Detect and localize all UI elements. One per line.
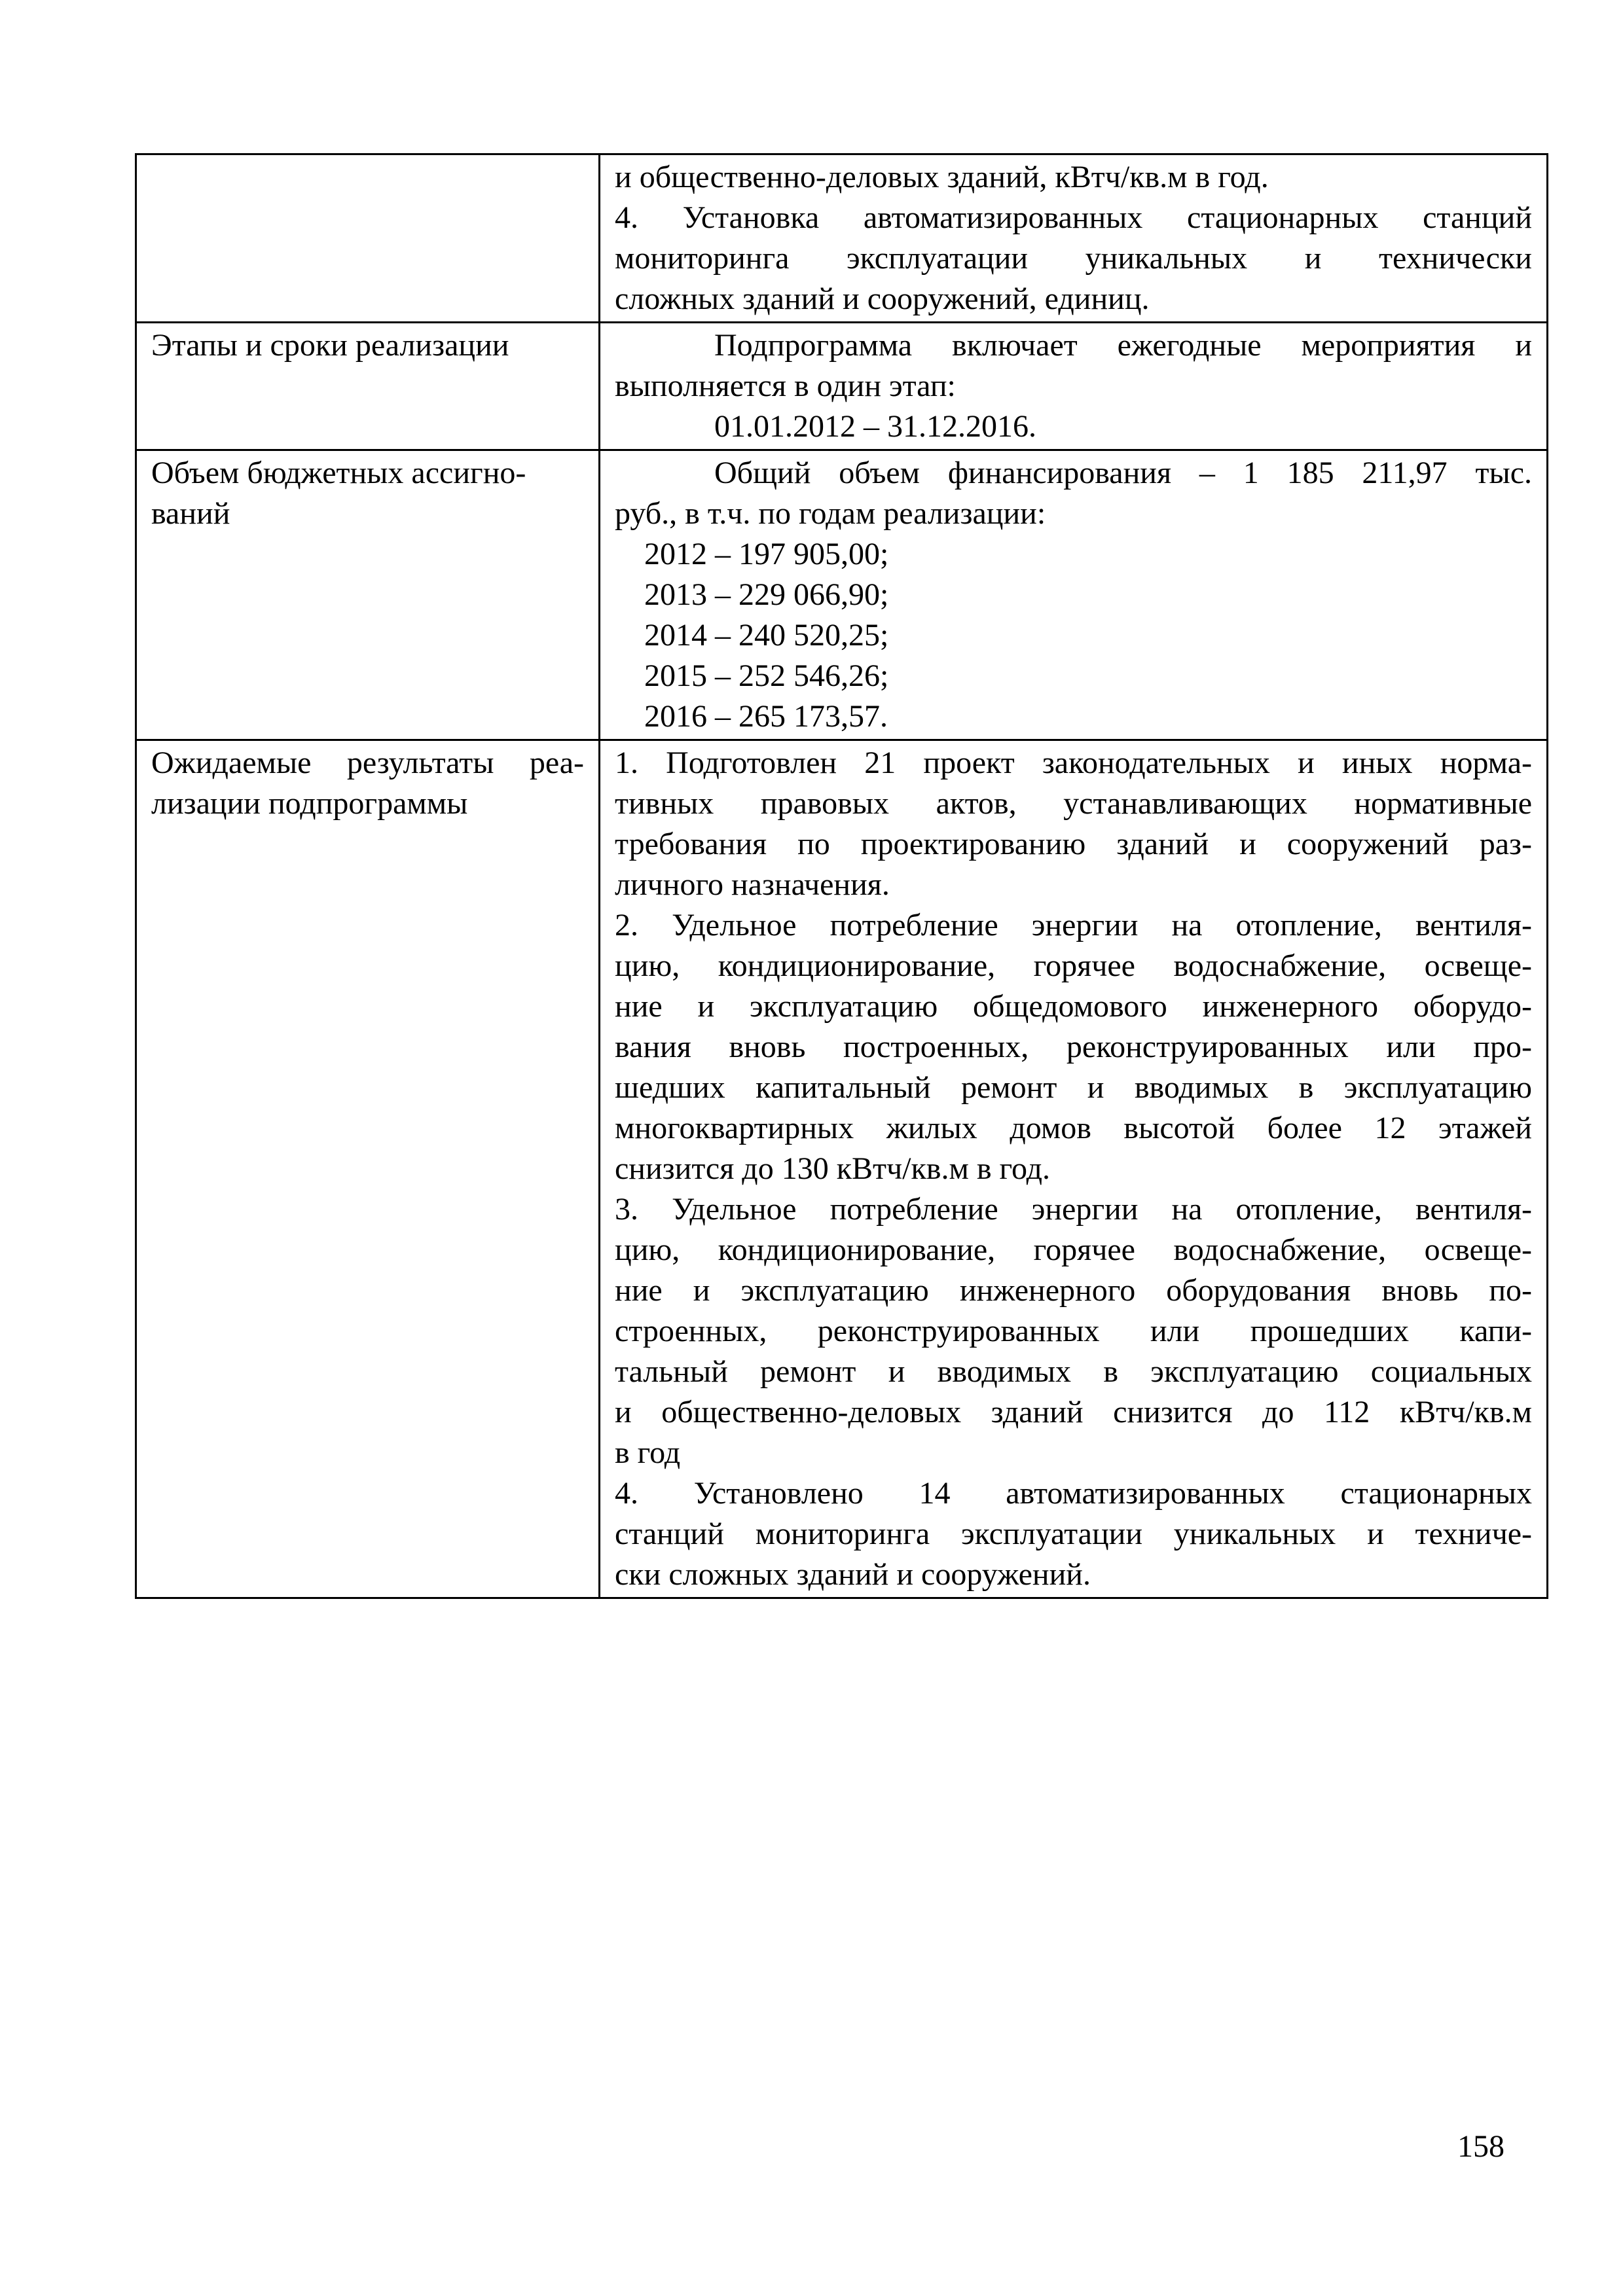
row-value-results [600, 740, 1548, 1598]
text-line: руб., в т.ч. по годам реализации: [615, 496, 1046, 531]
text-line: 3. Удельное потребление энергии на отопление, вентиля- [615, 1192, 1532, 1227]
text-line: Общий объем финансирования – 1 185 211,97 тыс. [714, 456, 1532, 490]
budget-year-2015: 2015 – 252 546,26; [644, 658, 889, 693]
page-number: 158 [1457, 2129, 1504, 2164]
passport-table [135, 153, 1548, 1599]
text-line: 4. Установка автоматизированных стационарных станций [615, 200, 1532, 235]
text-line: цию, кондиционирование, горячее водоснабжение, освеще- [615, 948, 1532, 983]
text-line: тальный ремонт и вводимых в эксплуатацию социальных [615, 1354, 1532, 1389]
budget-year-2012: 2012 – 197 905,00; [644, 537, 889, 571]
text-line: многоквартирных жилых домов высотой более 12 этажей [615, 1111, 1532, 1145]
text-line: Подпрограмма включает ежегодные мероприятия и [714, 328, 1532, 363]
text-line: шедших капитальный ремонт и вводимых в эксплуатацию [615, 1070, 1532, 1105]
text-line: и общественно-деловых зданий снизится до 112 кВтч/кв.м [615, 1395, 1532, 1429]
table-row-results [136, 740, 1548, 1598]
text-line: ние и эксплуатацию инженерного оборудования вновь по- [615, 1273, 1532, 1308]
row-value-stages [600, 323, 1548, 450]
table-row-budget [136, 450, 1548, 740]
text-line: ние и эксплуатацию общедомового инженерного оборудо- [615, 989, 1532, 1024]
row-label-budget [136, 450, 600, 740]
text-line: личного назначения. [615, 867, 890, 902]
text-line: выполняется в один этап: [615, 368, 956, 403]
text-line: снизится до 130 кВтч/кв.м в год. [615, 1151, 1051, 1186]
row-label-stages: Этапы и сроки реализации [136, 323, 600, 450]
text-line: требования по проектированию зданий и сооружений раз- [615, 827, 1532, 861]
text-line: вания вновь построенных, реконструированных или про- [615, 1030, 1532, 1064]
text-line: 1. Подготовлен 21 проект законодательных и иных норма- [615, 745, 1532, 780]
label-line: лизации подпрограммы [151, 786, 468, 821]
budget-year-2013: 2013 – 229 066,90; [644, 577, 889, 612]
text-line: мониторинга эксплуатации уникальных и технически [615, 241, 1532, 276]
row-value-budget [600, 450, 1548, 740]
text-line: тивных правовых актов, устанавливающих нормативные [615, 786, 1532, 821]
text-line: строенных, реконструированных или прошедших капи- [615, 1314, 1532, 1348]
row-label-empty [136, 154, 600, 323]
table-row-indicators-continued [136, 154, 1548, 323]
text-line: 2. Удельное потребление энергии на отопление, вентиля- [615, 908, 1532, 942]
text-line: в год [615, 1435, 681, 1470]
text-line: станций мониторинга эксплуатации уникальных и техниче- [615, 1516, 1532, 1551]
row-value-indicators [600, 154, 1548, 323]
text-line: 4. Установлено 14 автоматизированных стационарных [615, 1476, 1532, 1511]
table-row-stages [136, 323, 1548, 450]
label-line: Объем бюджетных ассигно- [151, 456, 526, 490]
budget-year-2016: 2016 – 265 173,57. [644, 699, 888, 734]
label-line: Ожидаемые результаты реа- [151, 745, 584, 780]
budget-year-2014: 2014 – 240 520,25; [644, 618, 889, 653]
date-range: 01.01.2012 – 31.12.2016. [714, 409, 1036, 444]
text-line: ски сложных зданий и сооружений. [615, 1557, 1091, 1592]
label-line: ваний [151, 496, 230, 531]
text-line: сложных зданий и сооружений, единиц. [615, 281, 1150, 316]
text-line: цию, кондиционирование, горячее водоснабжение, освеще- [615, 1232, 1532, 1267]
text-line: и общественно-деловых зданий, кВтч/кв.м в год. [615, 160, 1269, 194]
row-label-results [136, 740, 600, 1598]
